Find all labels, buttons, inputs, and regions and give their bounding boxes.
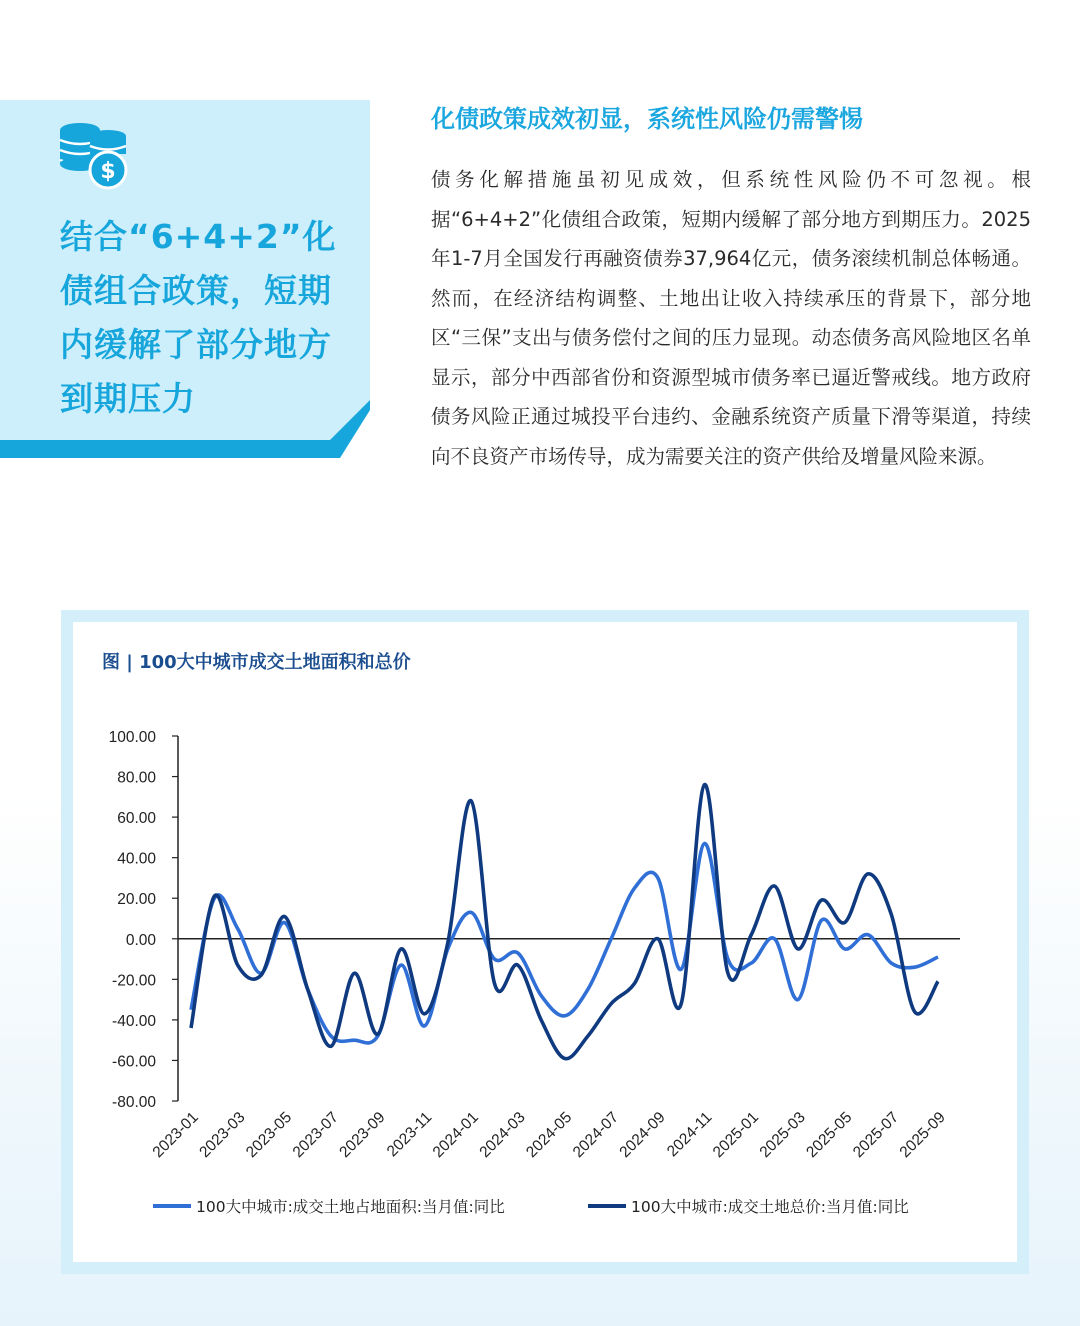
y-tick-label: 0.00 (125, 931, 156, 949)
x-tick-label: 2024-07 (569, 1108, 623, 1162)
x-tick-label: 2024-09 (616, 1108, 669, 1162)
y-tick-label: -20.00 (112, 972, 156, 990)
x-tick-label: 2023-09 (336, 1108, 389, 1162)
article-body: 债务化解措施虽初见成效，但系统性风险仍不可忽视。根据“6+4+2”化债组合政策，短期内缓解了部分地方到期压力。2025年1-7月全国发行再融资债券37,964亿元，债务滚续机制总体畅通。然而，在经济结构调整、土地出让收入持续承压的背景下，部分地区“三保”支出与债务偿付之间的压力显现。动态债务高风险地区名单显示，部分中西部省份和资源型城市债务率已逼近警戒线。地方政府债务风险正通过城投平台违约、金融系统资产质量下滑等渠道，持续向不良资产市场传导，成为需要关注的资产供给及增量风险来源。 (431, 168, 1031, 468)
x-tick-label: 2023-11 (383, 1108, 436, 1161)
svg-text:$: $ (100, 159, 116, 184)
y-tick-label: 80.00 (117, 769, 156, 787)
x-tick-label: 2023-01 (149, 1108, 202, 1162)
chart-frame (61, 610, 1029, 1274)
x-tick-label: 2024-05 (523, 1108, 576, 1162)
y-tick-label: 40.00 (117, 850, 156, 868)
x-tick-label: 2025-07 (849, 1108, 903, 1162)
coins-dollar-icon (58, 120, 130, 190)
x-tick-label: 2023-07 (289, 1108, 342, 1162)
y-tick-label: 20.00 (117, 891, 156, 909)
x-tick-label: 2023-05 (242, 1108, 296, 1162)
y-tick-label: 60.00 (117, 810, 156, 828)
y-tick-label: 100.00 (108, 729, 156, 746)
x-tick-label: 2025-05 (803, 1108, 856, 1162)
x-tick-label: 2024-11 (663, 1108, 716, 1161)
x-tick-label: 2023-03 (196, 1108, 249, 1162)
x-tick-label: 2025-01 (709, 1108, 763, 1162)
legend-label-1: 100大中城市:成交土地占地面积:当月值:同比 (196, 1198, 505, 1216)
legend-label-2: 100大中城市:成交土地总价:当月值:同比 (631, 1198, 909, 1216)
x-tick-label: 2025-03 (756, 1108, 809, 1162)
callout-title: 结合“6+4+2”化债组合政策，短期内缓解了部分地方到期压力 (60, 217, 337, 418)
x-tick-label: 2024-01 (429, 1108, 482, 1162)
article-heading: 化债政策成效初显，系统性风险仍需警惕 (431, 105, 863, 133)
callout-panel (0, 100, 370, 458)
y-tick-label: -40.00 (112, 1012, 156, 1030)
chart-title: 图 | 100大中城市成交土地面积和总价 (102, 652, 411, 673)
x-tick-label: 2025-09 (896, 1108, 949, 1162)
x-tick-label: 2024-03 (476, 1108, 529, 1162)
y-tick-label: -60.00 (112, 1053, 156, 1071)
y-tick-label: -80.00 (112, 1094, 156, 1111)
